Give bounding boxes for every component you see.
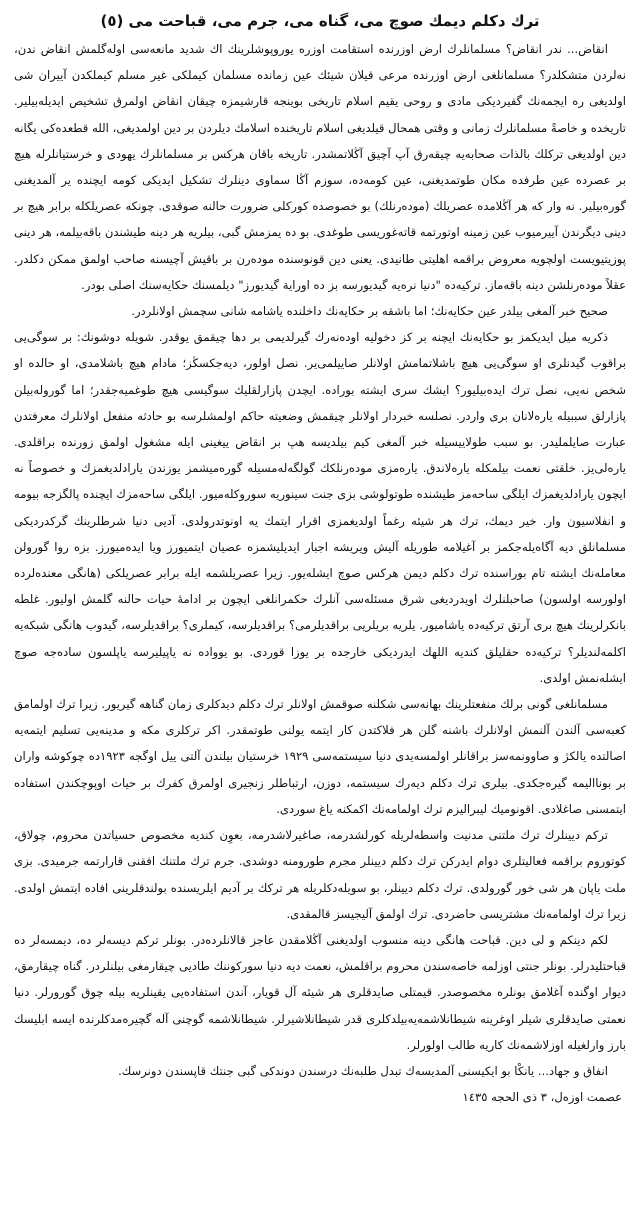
document-body — [14, 36, 626, 1084]
paragraph-2: صحيح خبر آلمغی بيلدر عين حكايه‌نك؛ اما باشقه بر حكايه‌نك داخلنده ياشامه شانی سچمش اولانلردر. — [131, 304, 608, 319]
paragraph-1: انقاض... ندر انقاض؟ مسلمانلرك ارض اوزرنده استقامت اوزره يوروپوشلرينك اك شديد مانعه‌سی اوله‌گلمش انقاض ندن، نه‌لردن متشكلدر؟ مسلمانلغی ارض اوزرنده مرعی قيلان شيئك عين زمانده مسلمان كيملكی غير مسلم كيملكدن آييران شی اولديغی ره ايجمه‌نك گفيرديكی مادی و روحی يقيم اسلام تاريخی بوينجه قارشيمزه چيقان انقاض اولمرق تشخيص ايديله‌بيلير. تاريخده و خاصةً مسلمانلرك زمانی و وقتی همحال قيلديغی اسلام تاريخنده اسلامك ديلردن بر دين اولمديغی، الله قطعده‌كی يگانه دين اولديغی تركلك بالذات صحابه‌يه چيقه‌رق آپ آچيق آڭلاتمشدر. تاريخه باقان هركس بر مسلمانلرك يهودی و خرستيانلرله هيچ بر عصرده عين طرفده مكان طوتمديغنی، عين كومه‌ده، سوزم آڭا سماوی دينلرك تشكيل ايديكی كومه ايچنده ير آلمديغنی گوره‌بيلير. نه وار كه هر آڭلامده عصريلك (مودەرنلك) بو خصوصده كوركلی ضرورت حالنه صوقدی. چونكه عصريلكله برابر هيچ بر دينی ديگرندن آييرميوب عين زمينه اوتورتمه قاته‌غوريسی طوغدی. بو ده يمزمش گبی، بيلريه هر دينه طيشندن باقه‌بيلمه، هر دينی پوزيتيويست اولچويه معروض براقمه اهليتی طانيدی. يعنی دين قونوسنده مودەرن بر باقيش آچيسنه صاحب اولمق ممكن دكلدر. عقلاً مودەرنلشن دينه باقه‌ماز. تركيه‌ده "دنيا نره‌يه گيديورسه بز ده اوراية گيديورز" ديلمسنك حكايه‌سنك اصلی بودر. — [14, 42, 626, 292]
document-title: ترك دكلم ديمك صوچ می، گناه می، جرم می، قباحت می (٥) — [100, 12, 540, 30]
paragraph-7: انفاق و جهاد... يانكْا بو ايكيسنی آلمديسه‌ك تبدل طلبه‌نك درسندن دوندكی گبی جنتك قاپسندن دونرسك. — [118, 1063, 608, 1078]
paragraph-6: لكم دينكم و لی دين. قباحت هانگی دينه منسوب اولديغنی آڭلامقدن عاجز قالانلردەدر. بونلر تركم ديسه‌لر ده، ديمسه‌لر ده قباحتليدرلر. بونلر جنتی اوزلمه خاصه‌سندن محروم براقلمش، نعمت ديه دنيا سوركوننك طاديی چيقارمغی بيلنلردر. گناه چيقارمق، ديوار اوگنده آغلامق بونلره مخصوصدر. قيمتلی صايدقلری هر شيئه آل قويار، آندن استفاده‌يی يقينلريه بيله چوق گورورلر. دنيا نعمتی صايدقلری شيلر اوغرينه شيطانلاشمه‌يه‌بيلدكلری قدر شيطانلاشيرلر. شيطانلاشمه گوچنی آله گچيره‌مدكلرنده ايسه ابليسك بارز وارلغيله اوزلاشمه‌نك كاريه طالب اولورلر. — [14, 932, 626, 1052]
paragraph-5: تركم ديينلرك ترك ملتنی مدنيت واسطه‌لريله كورلشدرمه، صاغيرلاشدرمه، بعوِن كنديه مخصوص حسياتدن محروم، چولاق، كوتوروم براقمه فعاليتلری دوام ايدركن ترك دكلم ديينلر مجرم طورومنه دوشدی. جرم ترك ملتنك افقنی قارارتمه جرميدی. بزی ملت ياپان هر شی خور گورولدی. ترك دكلم ديينلر، بو سويلەدكلريله هر تركك بر آديم ايلريسنده بولندقلرينی افاده ايتمش اولدی. زيرا ترك اولمامه‌نك مشتريسی حاضردی. ترك اولمق آليجيسز قالمقدی. — [14, 828, 626, 921]
author-date-line: عصمت اوزەل، ٣ ذی الحجه ١٤٣٥ — [462, 1090, 622, 1105]
paragraph-3: ذكريه ميل ايديكمز بو حكايه‌نك ايچنه بر كز دخوليه اودەنەرك گيرلديمی بر دها چيقمق يوقدر. شويله دوشونك: بر سوگی‌يی براقوب گيدنلری او سوگی‌يی هيچ باشلاتمامش اولانلر صاييلمی‌ير. نصل اولور، ديه‌جكسڭز؛ مادام هيچ باشلامدی، او حالده او شخص نه‌يی، نصل ترك ايده‌بيليور؟ ايشك سری ايشته بوراده. ايچدن پازارلقليك سوگيسی هيچ طوغميه‌جقدر؛ اما گوروله‌بيلن پازارلق سببيله ياره‌لانان بری واردر. نصلسه خبردار اولانلر چيقمش وضعيته حاكم اولمشلرسه بو حادثه منفعل اولانلرك معرفتدن عبارت صايلمليدر. بو سبب طولاييسيله خبر آلمغی كيم بيلديسه هپ بر انقاض ييغينی ايله مشغول اولمق زورنده براقلدی. يارەلی‌يز. خلقتی نعمت بيلمكله يارەلاندق. يارەمزی مودەرنلكك گولگه‌له‌مسيله گوره‌میشمز يوزندن يارادلديغمزك و خصوصاً نه ايچون يارادلديغمزك ايلگی ساحه‌مز طيشنده طوتولوشی بزی جنت سينوريه سوروكله‌ميور. ايلگی ساحه‌مزك ايچنده پالگزجه بيومه و انفلاسيون وار. خير ديمك، ترك هر شيئه رغماً اولديغمزی اقرار ايتمك يه اونوتدرولدی. آديی دنيا شرطلرينك گركدرديكی مسلمانلق ديه آگاه‌يله‌جكمز بر آغيلامه طوريله آليش ويريشه اجبار ايديلیشمزه عصيان ايتميورز ويا ايده‌ميورز. بزه روا گورولن معامله‌نك ايشته تام بوراسنده ترك دكلم ديمن هركس صوچ ايشله‌يور. زيرا عصريلشمه ايله برابر عصريلكی (هانگی معنده‌لرده اولورسه اولسون) صاحبلنلرك اويدرديغی شرق مسئله‌سی آنلرك حكمرانلغی ايچون بر ادامهٔ حيات حالنه گلمش اوليور. غلطه بانكرلرينك هيچ بری آرتق تركيه‌ده ياشاميور. يلريه بريلريی براقديلرمی؟ براقديلرسه، كيملری؟ براقديلرسه، گيدوب هانگی شبكه‌يه اكلمه‌لنديلر؟ تركيه‌ده حقليلق كنديه اللهك ايدرديكی خارجده بر يوزا قوردی. بو يوواده نه ياپيليرسه ياپلسون سادەجه صوچ ايشله‌نمش اولدی. — [14, 330, 626, 685]
paragraph-4: مسلمانلغی گونی برلك منفعتلرينك بهانه‌سی شكلنه صوقمش اولانلر ترك دكلم ديدكلری زمان گناهه گيريور. زيرا ترك اولمامق كعبه‌سی آلندن آلنمش اولانلرك باشنه گلن هر فلاكتدن كار ايتمه يولنی طوتمقدر. اكر تركلری مكه و مدينه‌يی تسليم ايتمه‌يه اصالتده يالكژ و صاوونمه‌سز براقانلر اولمسه‌يدی دنيا سيستمه‌سی ١٩٢٩ خرستيان بيلندن آلتی ييل اوگجه ١٩٢٣ده چوكوشه واران بر بونااليمه گيره‌جكدی. بيلری ترك دكلم ديه‌رك سيستمه، دوزن، ارتباطلر زنجيری اولمرق كفرك بر حيات اوپوچكندن استفاده ايتمسنی صاغلادی. اقونوميك ليبراليزم ترك اولمامه‌نك اكمكنه ياغ سوردی. — [14, 697, 627, 816]
